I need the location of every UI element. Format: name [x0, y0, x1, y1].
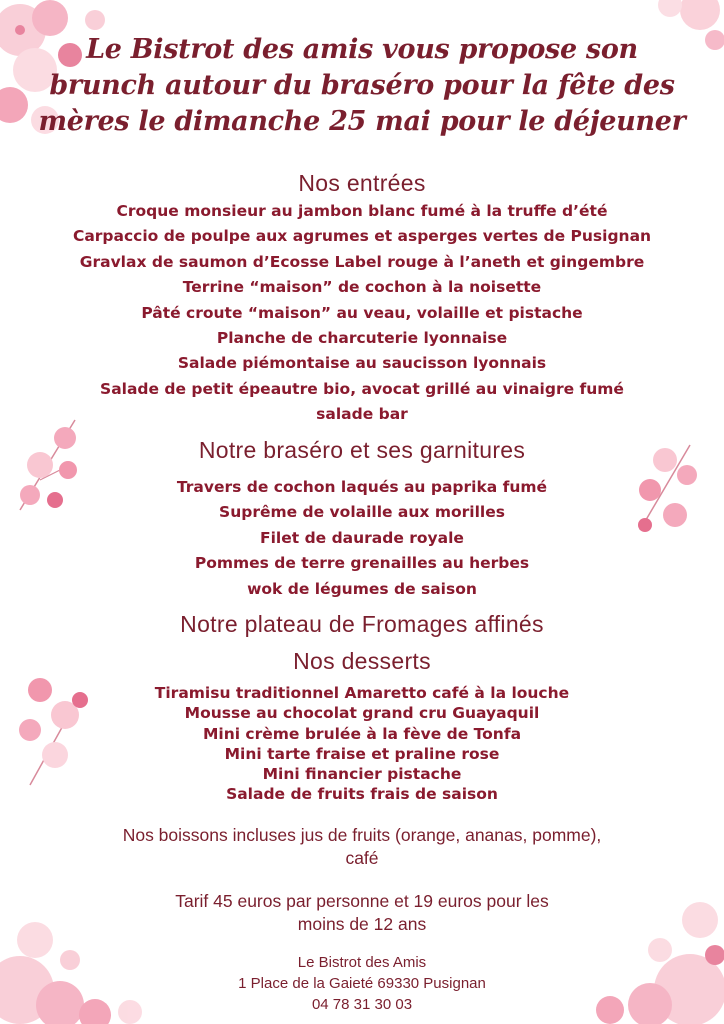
- menu-item: Suprême de volaille aux morilles: [219, 503, 505, 522]
- fromages-heading: Notre plateau de Fromages affinés: [180, 611, 544, 637]
- tarif-line: moins de 12 ans: [297, 914, 427, 934]
- page-title: [0, 32, 724, 140]
- menu-item: Filet de daurade royale: [260, 528, 464, 547]
- menu-item: salade bar: [316, 405, 408, 424]
- menu-item: Travers de cochon laqués au paprika fumé: [176, 478, 548, 496]
- menu-item: Mini financier pistache: [262, 765, 462, 784]
- menu-item: wok de légumes de saison: [247, 579, 477, 598]
- boissons-line: Nos boissons incluses jus de fruits (orange, ananas, pomme),: [122, 825, 602, 845]
- menu-item: Planche de charcuterie lyonnaise: [216, 329, 508, 348]
- menu-item: Pommes de terre grenailles au herbes: [194, 554, 530, 573]
- desserts-heading: Nos desserts: [293, 648, 431, 674]
- restaurant-address: 1 Place de la Gaieté 69330 Pusignan: [238, 975, 486, 992]
- boissons-text: [0, 824, 724, 870]
- menu-item: Tiramisu traditionnel Amaretto café à la louche: [154, 684, 570, 702]
- brasero-heading: Notre braséro et ses garnitures: [198, 437, 526, 463]
- title-line: Le Bistrot des amis vous propose son: [86, 34, 638, 65]
- boissons-line: café: [345, 848, 379, 868]
- footer-address: [0, 952, 724, 1015]
- restaurant-name: Le Bistrot des Amis: [297, 954, 427, 971]
- menu-item: Gravlax de saumon d’Ecosse Label rouge à l’aneth et gingembre: [79, 252, 645, 271]
- entrees-heading: Nos entrées: [298, 170, 426, 196]
- brasero-list: [0, 475, 724, 602]
- title-line: brunch autour du braséro pour la fête des: [49, 70, 675, 101]
- menu-item: Mini crème brulée à la fève de Tonfa: [202, 724, 522, 743]
- menu-item: Salade de fruits frais de saison: [226, 785, 498, 804]
- menu-item: Salade de petit épeautre bio, avocat grillé au vinaigre fumé: [100, 379, 624, 398]
- menu-item: Salade piémontaise au saucisson lyonnais: [177, 354, 547, 373]
- menu-item: Croque monsieur au jambon blanc fumé à la truffe d’été: [116, 202, 608, 220]
- tarif-line: Tarif 45 euros par personne et 19 euros pour les: [175, 891, 549, 911]
- menu-item: Carpaccio de poulpe aux agrumes et asperges vertes de Pusignan: [72, 227, 652, 246]
- entrees-list: [0, 199, 724, 428]
- title-line: mères le dimanche 25 mai pour le déjeuner: [38, 106, 686, 137]
- menu-item: Terrine “maison” de cochon à la noisette: [182, 278, 542, 297]
- tarif-text: [0, 890, 724, 936]
- desserts-list: [0, 683, 724, 805]
- restaurant-phone: 04 78 31 30 03: [311, 996, 413, 1013]
- menu-item: Pâté croute “maison” au veau, volaille et pistache: [141, 303, 583, 322]
- menu-item: Mousse au chocolat grand cru Guayaquil: [184, 704, 540, 723]
- menu-item: Mini tarte fraise et praline rose: [224, 744, 500, 763]
